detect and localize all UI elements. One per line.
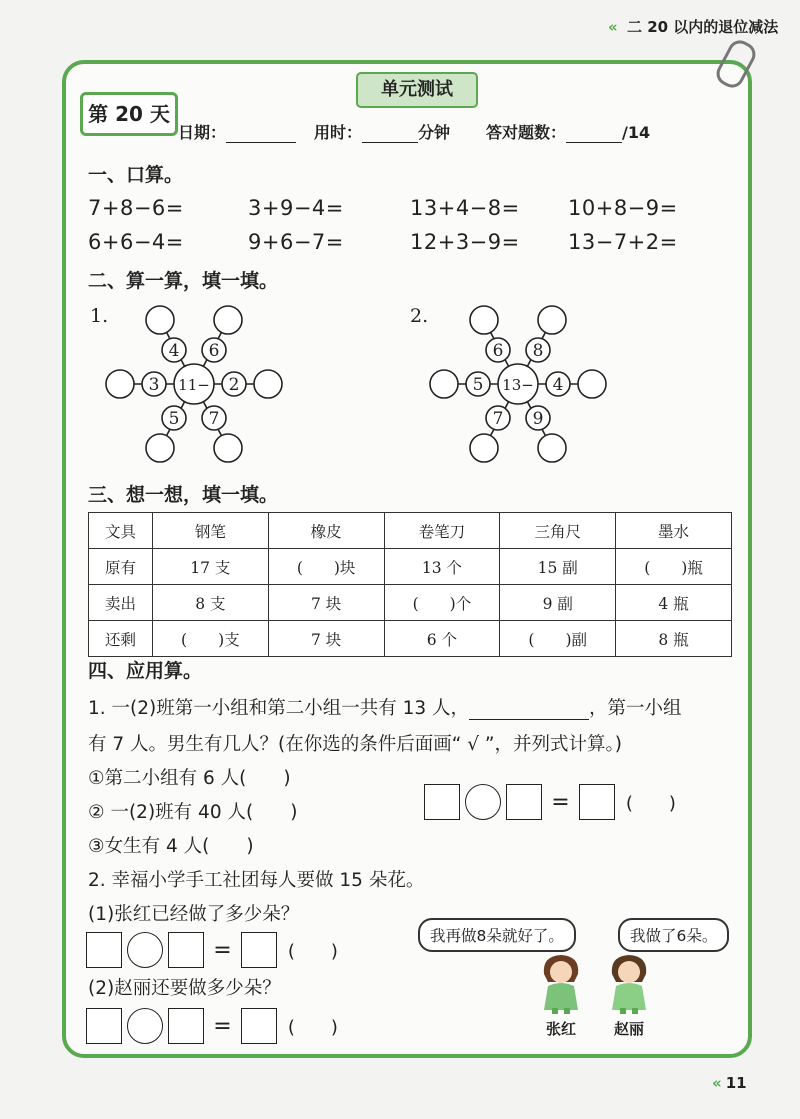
p2-center-text: 13− xyxy=(502,376,534,394)
p1-lower-left: 5 xyxy=(168,409,180,429)
meta-time: 用时： 分钟 xyxy=(314,123,451,142)
p1-center-text: 11− xyxy=(178,376,210,394)
answer-box[interactable] xyxy=(86,1008,122,1044)
p2-upper-left: 6 xyxy=(492,341,504,361)
q1-equation xyxy=(424,784,676,820)
meta-score: 答对题数： /14 xyxy=(486,123,651,142)
p2-upper-right: 8 xyxy=(532,341,544,361)
table-cell: 8 支 xyxy=(152,585,268,621)
operator-circle[interactable] xyxy=(127,932,163,968)
chapter-mark: 二 xyxy=(626,18,642,36)
chapter-title: 20 以内的退位减法 xyxy=(647,18,779,36)
meta-date: 日期： xyxy=(178,120,296,143)
p2-outer-l[interactable] xyxy=(430,370,458,398)
answer-paren[interactable]: ( ) xyxy=(625,793,676,814)
score-blank[interactable] xyxy=(566,126,622,143)
p2-outer-tl[interactable] xyxy=(470,306,498,334)
stationery-table xyxy=(88,512,732,657)
table-cell: 文具 xyxy=(89,513,153,549)
operator-circle[interactable] xyxy=(127,1008,163,1044)
chapter-header xyxy=(608,16,778,37)
p2-outer-r[interactable] xyxy=(578,370,606,398)
eq-1-3: 13+4−8= xyxy=(410,196,520,220)
q1-line1: 1. 一(2)班第一小组和第二小组一共有 13 人， ，第一小组 xyxy=(88,698,682,719)
p2-outer-br[interactable] xyxy=(538,434,566,462)
p1-right: 2 xyxy=(228,375,240,395)
date-blank[interactable] xyxy=(226,126,296,143)
p1-outer-l[interactable] xyxy=(106,370,134,398)
chevron-icon: « xyxy=(608,18,618,36)
p2-lower-left: 7 xyxy=(492,409,504,429)
puzzle1-label: 1. xyxy=(90,305,109,327)
table-cell: 三角尺 xyxy=(500,513,616,549)
answer-box[interactable] xyxy=(506,784,542,820)
q2b-text: (2)赵丽还要做多少朵？ xyxy=(88,978,281,999)
puzzle2-label: 2. xyxy=(410,305,429,327)
p1-outer-r[interactable] xyxy=(254,370,282,398)
p1-outer-bl[interactable] xyxy=(146,434,174,462)
table-cell: 8 瓶 xyxy=(616,621,732,657)
day-badge: 第 20 天 xyxy=(80,92,178,136)
table-cell: 卷笔刀 xyxy=(384,513,500,549)
table-cell[interactable]: ( )瓶 xyxy=(616,549,732,585)
p1-outer-tr[interactable] xyxy=(214,306,242,334)
p1-left: 3 xyxy=(148,375,160,395)
answer-box[interactable] xyxy=(241,1008,277,1044)
table-row xyxy=(89,621,732,657)
table-cell: 17 支 xyxy=(152,549,268,585)
table-cell: 15 副 xyxy=(500,549,616,585)
q2b-equation xyxy=(86,1008,338,1044)
answer-box[interactable] xyxy=(86,932,122,968)
chevron-icon: « xyxy=(712,1074,722,1092)
section3-title: 三、想一想，填一填。 xyxy=(88,484,279,506)
p2-lower-right: 9 xyxy=(532,409,544,429)
table-row xyxy=(89,549,732,585)
table-cell: 还剩 xyxy=(89,621,153,657)
girl-zhaoli-icon xyxy=(606,952,652,1014)
q2a-text: (1)张红已经做了多少朵？ xyxy=(88,904,300,925)
table-cell: 钢笔 xyxy=(152,513,268,549)
p1-upper-left: 4 xyxy=(168,341,180,361)
p1-upper-right: 6 xyxy=(208,341,220,361)
girl-zhanghong-icon xyxy=(538,952,584,1014)
condition-blank[interactable] xyxy=(469,703,589,720)
section2-title: 二、算一算，填一填。 xyxy=(88,270,279,292)
table-cell: 13 个 xyxy=(384,549,500,585)
p2-left: 5 xyxy=(472,375,484,395)
eq-2-4: 13−7+2= xyxy=(568,230,678,254)
q2-text: 2. 幸福小学手工社团每人要做 15 朵花。 xyxy=(88,870,425,891)
p2-outer-tr[interactable] xyxy=(538,306,566,334)
answer-paren[interactable]: ( ) xyxy=(287,941,338,962)
p1-outer-tl[interactable] xyxy=(146,306,174,334)
p1-outer-br[interactable] xyxy=(214,434,242,462)
p1-lower-right: 7 xyxy=(208,409,220,429)
equals-sign: = xyxy=(551,789,570,815)
star-diagrams xyxy=(88,300,688,480)
eq-2-1: 6+6−4= xyxy=(88,230,184,254)
section4-title: 四、应用算。 xyxy=(88,660,203,682)
page-number: « 11 xyxy=(712,1074,747,1092)
answer-box[interactable] xyxy=(241,932,277,968)
operator-circle[interactable] xyxy=(465,784,501,820)
table-cell: 7 块 xyxy=(268,621,384,657)
q1-line2: 有 7 人。男生有几人？(在你选的条件后面画“ √ ”，并列式计算。) xyxy=(88,734,622,755)
table-cell[interactable]: ( )支 xyxy=(152,621,268,657)
answer-box[interactable] xyxy=(168,932,204,968)
equals-sign: = xyxy=(213,1013,232,1039)
p2-right: 4 xyxy=(552,375,564,395)
table-cell: 7 块 xyxy=(268,585,384,621)
answer-box[interactable] xyxy=(424,784,460,820)
speech-bubble-zhanghong: 我再做8朵就好了。 xyxy=(418,918,576,952)
table-cell: 9 副 xyxy=(500,585,616,621)
answer-box[interactable] xyxy=(579,784,615,820)
table-cell[interactable]: ( )个 xyxy=(384,585,500,621)
eq-2-3: 12+3−9= xyxy=(410,230,520,254)
time-blank[interactable] xyxy=(362,126,418,143)
p2-outer-bl[interactable] xyxy=(470,434,498,462)
q2a-equation xyxy=(86,932,338,968)
q1-option1[interactable]: ①第二小组有 6 人( ) xyxy=(88,768,291,789)
table-cell: 卖出 xyxy=(89,585,153,621)
name-zhaoli: 赵丽 xyxy=(614,1020,645,1038)
eq-2-2: 9+6−7= xyxy=(248,230,344,254)
table-cell[interactable]: ( )块 xyxy=(268,549,384,585)
answer-box[interactable] xyxy=(168,1008,204,1044)
table-cell: 6 个 xyxy=(384,621,500,657)
table-row xyxy=(89,513,732,549)
name-zhanghong: 张红 xyxy=(546,1020,577,1038)
q1-option3[interactable]: ③女生有 4 人( ) xyxy=(88,836,254,857)
q1-option2[interactable]: ② 一(2)班有 40 人( ) xyxy=(88,802,298,823)
page-title: 单元测试 xyxy=(356,72,478,108)
answer-paren[interactable]: ( ) xyxy=(287,1017,338,1038)
table-cell: 橡皮 xyxy=(268,513,384,549)
table-cell: 墨水 xyxy=(616,513,732,549)
equals-sign: = xyxy=(213,937,232,963)
table-row xyxy=(89,585,732,621)
table-cell[interactable]: ( )副 xyxy=(500,621,616,657)
eq-1-4: 10+8−9= xyxy=(568,196,678,220)
section1-title: 一、口算。 xyxy=(88,164,184,186)
table-cell: 4 瓶 xyxy=(616,585,732,621)
speech-bubble-zhaoli: 我做了6朵。 xyxy=(618,918,729,952)
table-cell: 原有 xyxy=(89,549,153,585)
eq-1-2: 3+9−4= xyxy=(248,196,344,220)
eq-1-1: 7+8−6= xyxy=(88,196,184,220)
